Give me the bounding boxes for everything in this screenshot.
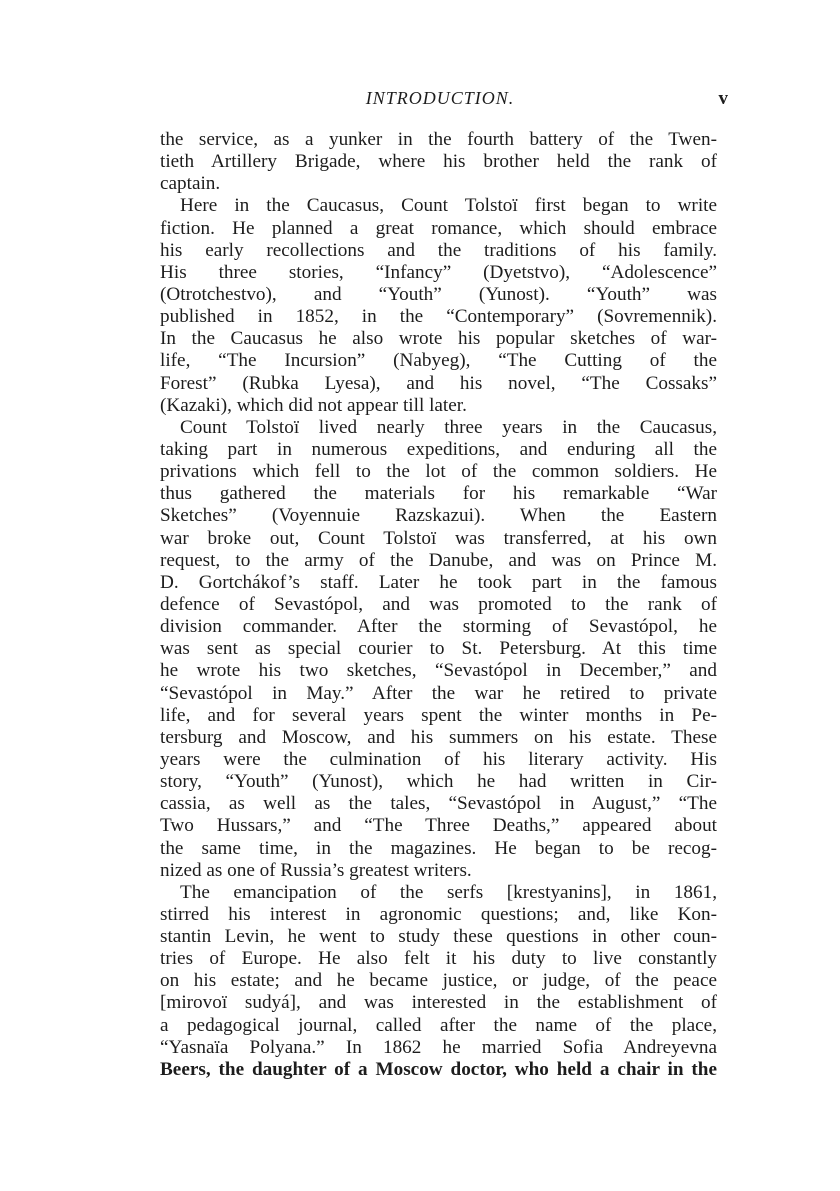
text-line: tries of Europe. He also felt it his duty to live constantly: [160, 948, 717, 970]
text-line: privations which fell to the lot of the common soldiers. He: [160, 461, 717, 483]
text-line: his early recollections and the traditions of his family.: [160, 239, 717, 261]
text-line: tieth Artillery Brigade, where his brother held the rank of: [160, 151, 717, 173]
text-line: Count Tolstoï lived nearly three years in the Caucasus,: [180, 416, 717, 438]
text-line: (Otrotchestvo), and “Youth” (Yunost). “Youth” was: [160, 283, 717, 305]
text-line: the same time, in the magazines. He began to be recog-: [160, 837, 717, 859]
text-line: “Yasnaïa Polyana.” In 1862 he married Sofia Andreyevna: [160, 1036, 717, 1058]
text-line: tersburg and Moscow, and his summers on his estate. These: [160, 726, 717, 748]
text-line: request, to the army of the Danube, and was on Prince M.: [160, 549, 717, 571]
text-line: years were the culmination of his literary activity. His: [160, 748, 717, 770]
text-line: [mirovoï sudyá], and was interested in the establishment of: [160, 992, 717, 1014]
text-line: division commander. After the storming of Sevastópol, he: [160, 616, 717, 638]
body-text: [160, 129, 717, 1081]
text-line: the service, as a yunker in the fourth battery of the Twen-: [160, 129, 717, 150]
text-line: “Sevastópol in May.” After the war he retired to private: [160, 682, 717, 704]
text-line: life, “The Incursion” (Nabyeg), “The Cutting of the: [160, 350, 717, 372]
text-line: taking part in numerous expeditions, and enduring all the: [160, 438, 717, 460]
text-line: (Kazaki), which did not appear till later.: [160, 394, 467, 416]
text-line: The emancipation of the serfs [krestyanins], in 1861,: [180, 881, 717, 903]
text-line: published in 1852, in the “Contemporary” (Sovremennik).: [160, 306, 717, 328]
text-line: In the Caucasus he also wrote his popular sketches of war-: [160, 328, 717, 350]
text-line: D. Gortchákof’s staff. Later he took part in the famous: [160, 571, 717, 593]
text-line: a pedagogical journal, called after the name of the place,: [160, 1014, 717, 1036]
text-line: stirred his interest in agronomic questions; and, like Kon-: [160, 903, 717, 925]
text-line: Here in the Caucasus, Count Tolstoï first began to write: [180, 195, 717, 217]
text-line: on his estate; and he became justice, or judge, of the peace: [160, 970, 717, 992]
text-line: he wrote his two sketches, “Sevastópol in December,” and: [160, 660, 717, 682]
page-number: v: [718, 88, 728, 109]
text-line: was sent as special courier to St. Petersburg. At this time: [160, 638, 717, 660]
text-line: Beers, the daughter of a Moscow doctor, who held a chair in the: [160, 1058, 717, 1080]
text-line: thus gathered the materials for his remarkable “War: [160, 483, 717, 505]
running-header: [160, 88, 728, 114]
text-line: life, and for several years spent the winter months in Pe-: [160, 704, 717, 726]
running-title: INTRODUCTION.: [365, 88, 515, 108]
text-line: fiction. He planned a great romance, which should embrace: [160, 217, 717, 239]
text-line: captain.: [160, 173, 221, 195]
text-line: nized as one of Russia’s greatest writers.: [160, 859, 472, 881]
text-line: Two Hussars,” and “The Three Deaths,” appeared about: [160, 815, 717, 837]
text-line: stantin Levin, he went to study these questions in other coun-: [160, 926, 717, 948]
text-line: His three stories, “Infancy” (Dyetstvo), “Adolescence”: [160, 261, 717, 283]
text-line: story, “Youth” (Yunost), which he had written in Cir-: [160, 771, 717, 793]
text-line: Sketches” (Voyennuie Razskazui). When the Eastern: [160, 505, 717, 527]
text-line: cassia, as well as the tales, “Sevastópol in August,” “The: [160, 793, 717, 815]
text-line: defence of Sevastópol, and was promoted to the rank of: [160, 593, 717, 615]
text-line: war broke out, Count Tolstoï was transferred, at his own: [160, 527, 717, 549]
text-line: Forest” (Rubka Lyesa), and his novel, “The Cossaks”: [160, 372, 717, 394]
